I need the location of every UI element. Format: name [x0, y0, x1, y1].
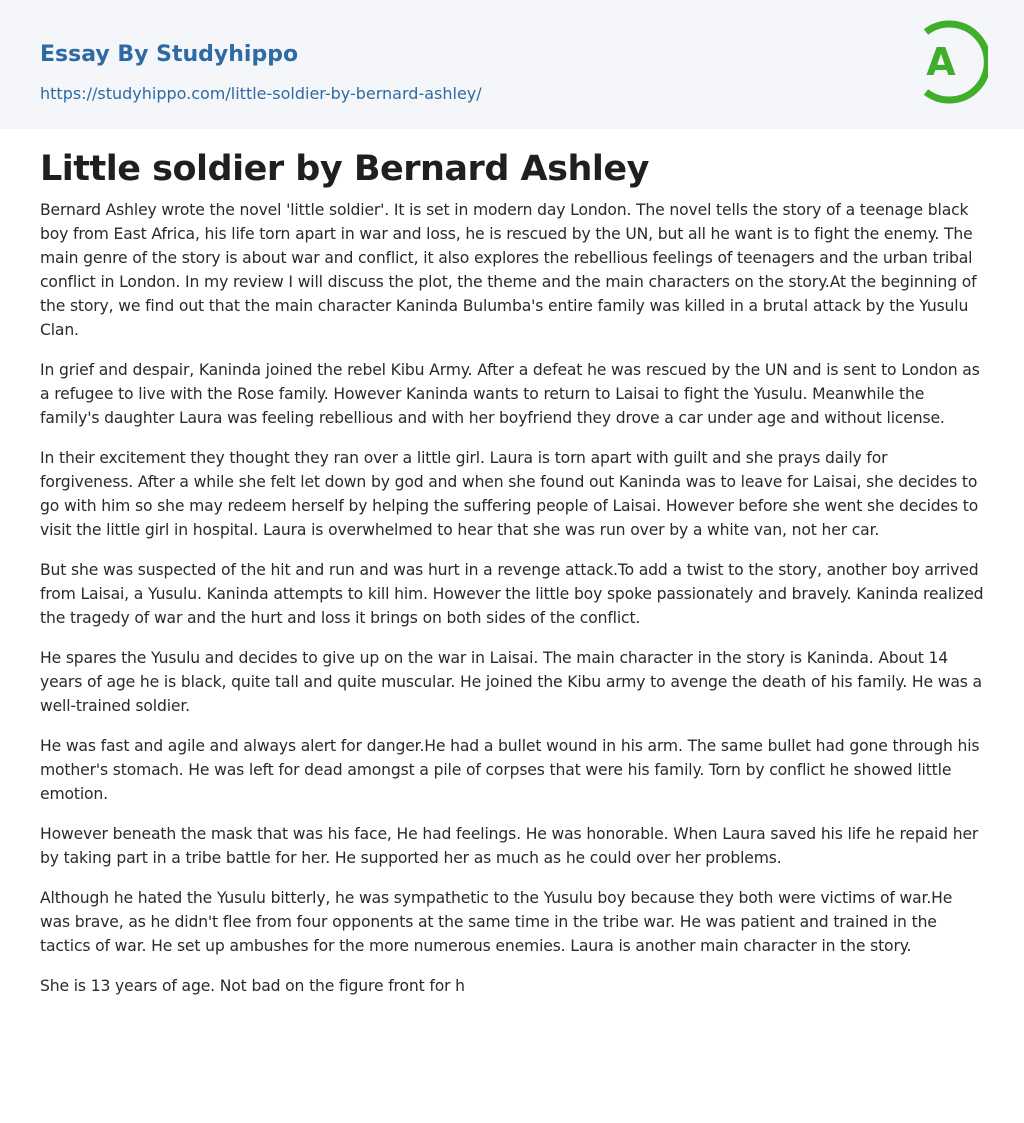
brand-title[interactable]: Essay By Studyhippo — [40, 42, 299, 67]
site-header — [0, 0, 1024, 129]
paragraph-8: Although he hated the Yusulu bitterly, he was sympathetic to the Yusulu boy because they both were victims of war.He was brave, as he didn't flee from four opponents at the same time in the tribe war. He was patient and trained in the tactics of war. He set up ambushes for the more numerous enemies. Laura is another main character in the story. — [40, 889, 953, 955]
essay-title: Little soldier by Bernard Ashley — [40, 149, 649, 189]
paragraph-3: In their excitement they thought they ran over a little girl. Laura is torn apart with guilt and she prays daily for forgiveness. After a while she felt let down by god and when she found out Kaninda was to leave for Laisai, she decides to go with him so she may redeem herself by helping the suffering people of Laisai. However before she went she decides to visit the little girl in hospital. Laura is overwhelmed to hear that she was run over by a white van, not her car. — [40, 449, 979, 539]
paragraph-9: She is 13 years of age. Not bad on the figure front for h — [40, 977, 465, 995]
paragraph-4: But she was suspected of the hit and run and was hurt in a revenge attack.To add a twist to the story, another boy arrived from Laisai, a Yusulu. Kaninda attempts to kill him. However the little boy spoke passionately and bravely. Kaninda realized the tragedy of war and the hurt and loss it brings on both sides of the conflict. — [40, 561, 984, 627]
logo-letter: A — [926, 40, 956, 84]
paragraph-2: In grief and despair, Kaninda joined the rebel Kibu Army. After a defeat he was rescued by the UN and is sent to London as a refugee to live with the Rose family. However Kaninda wants to return to Laisai to fight the Yusulu. Meanwhile the family's daughter Laura was feeling rebellious and with her boyfriend they drove a car under age and without license. — [40, 361, 980, 427]
article-body — [0, 147, 1024, 998]
paragraph-5: He spares the Yusulu and decides to give up on the war in Laisai. The main character in the story is Kaninda. About 14 years of age he is black, quite tall and quite muscular. He joined the Kibu army to avenge the death of his family. He was a well-trained soldier. — [40, 649, 982, 715]
paragraph-6: He was fast and agile and always alert for danger.He had a bullet wound in his arm. The same bullet had gone through his mother's stomach. He was left for dead amongst a pile of corpses that were his family. Torn by conflict he showed little emotion. — [40, 737, 980, 803]
paragraph-1: Bernard Ashley wrote the novel 'little soldier'. It is set in modern day London. The novel tells the story of a teenage black boy from East Africa, his life torn apart in war and loss, he is rescued by the UN, but all he want is to fight the enemy. The main genre of the story is about war and conflict, it also explores the rebellious feelings of teenagers and the urban tribal conflict in London. In my review I will discuss the plot, the theme and the main characters on the story.At the beginning of the story, we find out that the main character Kaninda Bulumba's entire family was killed in a brutal attack by the Yusulu Clan. — [40, 201, 977, 339]
essay-url-link[interactable]: https://studyhippo.com/little-soldier-by-bernard-ashley/ — [40, 84, 482, 103]
studyhippo-logo-icon[interactable] — [912, 18, 988, 106]
paragraph-7: However beneath the mask that was his face, He had feelings. He was honorable. When Laura saved his life he repaid her by taking part in a tribe battle for her. He supported her as much as he could over her problems. — [40, 825, 979, 867]
